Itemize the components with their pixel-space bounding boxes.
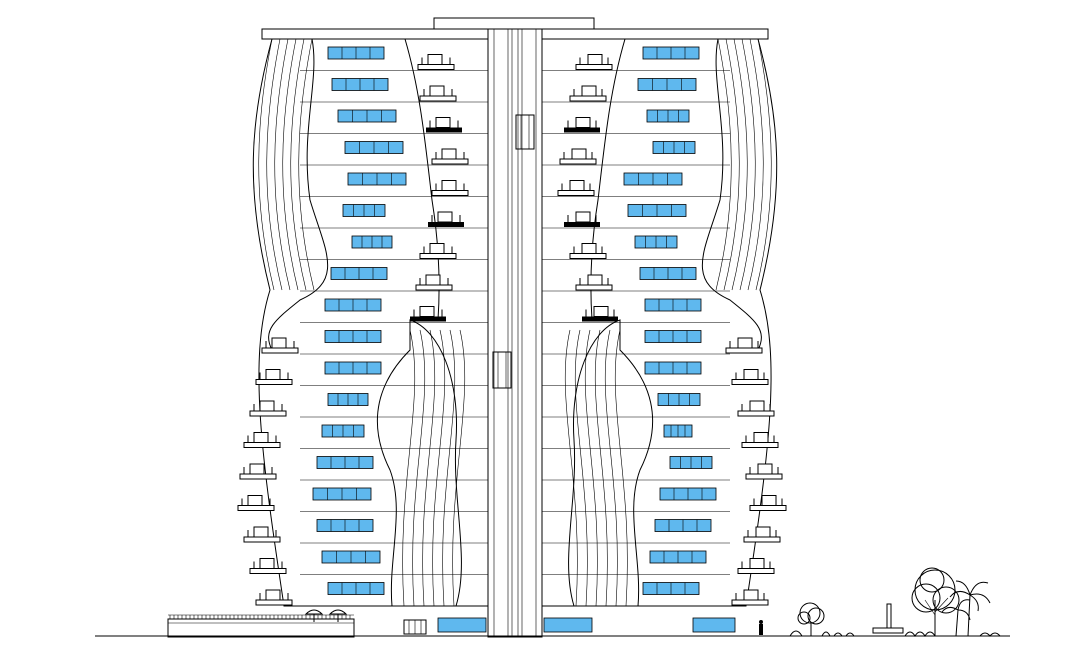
balcony-door — [594, 307, 608, 317]
balcony-door — [744, 370, 758, 380]
podium — [168, 615, 735, 637]
balcony-door — [266, 590, 280, 600]
curtain-grid — [748, 39, 763, 290]
balcony-door — [754, 433, 768, 443]
balcony — [420, 96, 456, 101]
balcony — [732, 600, 768, 605]
balcony — [738, 569, 774, 574]
balcony-door — [260, 559, 274, 569]
curtain-grid — [740, 39, 755, 290]
palm — [942, 581, 990, 636]
balcony-door — [750, 559, 764, 569]
balcony — [560, 159, 596, 164]
balcony-door — [254, 527, 268, 537]
balcony — [432, 159, 468, 164]
curtain-grid — [267, 39, 282, 290]
shrub — [790, 603, 854, 636]
balcony-door — [762, 496, 776, 506]
balcony-door — [588, 55, 602, 65]
balcony — [244, 537, 280, 542]
balcony — [570, 254, 606, 259]
balcony-door — [438, 212, 452, 222]
balcony — [262, 348, 298, 353]
curtain-grid — [275, 39, 290, 290]
balcony — [576, 65, 612, 70]
balcony-door — [738, 338, 752, 348]
curtain-grid — [756, 39, 771, 290]
balcony-door — [576, 212, 590, 222]
balcony — [418, 65, 454, 70]
balcony — [732, 380, 768, 385]
balcony-door — [750, 401, 764, 411]
balcony-door — [250, 464, 264, 474]
balcony — [726, 348, 762, 353]
balcony — [420, 254, 456, 259]
bench — [873, 604, 903, 633]
balcony-door — [266, 370, 280, 380]
roof-slab-left — [262, 29, 488, 39]
elevator-core — [488, 29, 542, 637]
curtain-grid — [291, 39, 306, 290]
balcony — [256, 600, 292, 605]
balcony-door — [436, 118, 450, 128]
balcony — [238, 506, 274, 511]
curtain-grid — [724, 39, 739, 290]
core-panel-upper — [516, 115, 534, 149]
balcony — [570, 96, 606, 101]
balcony — [750, 506, 786, 511]
balcony-door — [272, 338, 286, 348]
balcony-door — [582, 244, 596, 254]
curtain-grid — [403, 330, 415, 606]
curtain-grid — [615, 330, 627, 606]
balcony — [576, 285, 612, 290]
balcony-door — [426, 275, 440, 285]
balcony-door — [254, 433, 268, 443]
balcony-door — [570, 181, 584, 191]
balcony — [426, 128, 462, 133]
balcony — [564, 222, 600, 227]
balcony — [432, 191, 468, 196]
tower-right — [542, 39, 786, 606]
balcony-door — [582, 86, 596, 96]
balcony-door — [744, 590, 758, 600]
curtain-grid — [716, 39, 731, 290]
hedge — [905, 632, 1000, 636]
balcony — [738, 411, 774, 416]
balcony-door — [420, 307, 434, 317]
balcony — [410, 317, 446, 322]
curtain-grid — [732, 39, 747, 290]
balcony — [558, 191, 594, 196]
balcony-door — [756, 527, 770, 537]
balcony — [742, 443, 778, 448]
balcony — [250, 411, 286, 416]
balcony — [744, 537, 780, 542]
tower-left — [238, 39, 488, 606]
entrance-glazing-left — [438, 618, 486, 632]
balcony — [240, 474, 276, 479]
entrance-glazing-right — [544, 618, 592, 632]
tree — [912, 568, 959, 636]
balcony — [564, 128, 600, 133]
roof-slab-right — [542, 29, 768, 39]
balcony — [582, 317, 618, 322]
balcony-door — [248, 496, 262, 506]
curtain-grid — [299, 39, 314, 290]
balcony-door — [442, 181, 456, 191]
balcony-door — [758, 464, 772, 474]
balcony-door — [588, 275, 602, 285]
balcony — [746, 474, 782, 479]
balcony — [244, 443, 280, 448]
entrance-glazing-far-right — [693, 618, 735, 632]
balcony-door — [428, 55, 442, 65]
balcony-door — [430, 244, 444, 254]
balcony — [428, 222, 464, 227]
balcony-door — [430, 86, 444, 96]
person — [759, 620, 763, 635]
curtain-grid — [283, 39, 298, 290]
balcony-door — [260, 401, 274, 411]
balcony — [416, 285, 452, 290]
balcony-door — [442, 149, 456, 159]
curtain-grid — [259, 39, 274, 290]
balcony — [256, 380, 292, 385]
balcony — [250, 569, 286, 574]
balcony-door — [572, 149, 586, 159]
balcony-door — [576, 118, 590, 128]
roof-cap-center — [434, 18, 594, 29]
